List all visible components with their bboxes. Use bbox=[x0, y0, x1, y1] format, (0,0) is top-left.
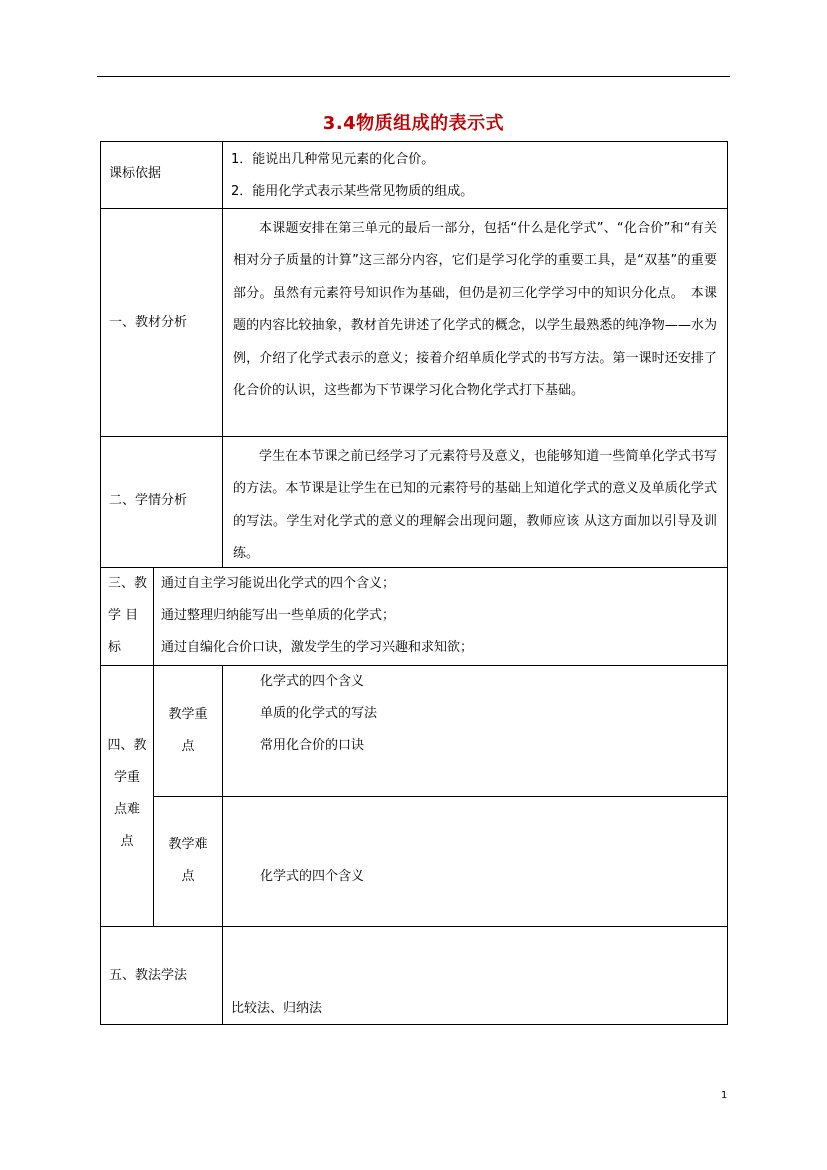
row-content bbox=[222, 796, 728, 926]
list-item: 1．能说出几种常见元素的化合价。 bbox=[231, 152, 435, 167]
sub-label: 点 bbox=[181, 869, 195, 884]
list-item: 单质的化学式的写法 bbox=[260, 706, 378, 721]
paragraph: 本课题安排在第三单元的最后一部分，包括“什么是化学式”、“化合价”和“有关相对分子质量的计算”这三部分内容，它们是学习化学的重要工具，是“双基”的重要部分。虽然有元素符号知识作为基础，但仍是初三化学学习中的知识分化点。 本课题的内容比较抽象，教材首先讲述了化学式的概念，以学生最熟悉的纯净物——水为例，介绍了化学式表示的意义；接着介绍单质化学式的书写方法。第一课时还安排了化合价的认识，这些都为下节课学习化合物化学式打下基础。 bbox=[233, 221, 717, 399]
table-row bbox=[100, 926, 222, 1025]
row-content bbox=[222, 208, 728, 436]
table-row bbox=[100, 436, 222, 567]
list-item: 通过自主学习能说出化学式的四个含义； bbox=[161, 576, 396, 591]
page-number: 1 bbox=[721, 1090, 728, 1101]
row-label: 一、教材分析 bbox=[109, 315, 188, 330]
row-label: 课标依据 bbox=[109, 166, 162, 181]
sub-label: 点 bbox=[181, 739, 195, 754]
table-row bbox=[100, 665, 153, 926]
row-label: 点难 bbox=[113, 802, 140, 817]
row-content bbox=[222, 926, 728, 1025]
header-rule bbox=[97, 76, 730, 77]
list-item: 通过整理归纳能写出一些单质的化学式； bbox=[161, 608, 396, 623]
list-item: 化学式的四个含义 bbox=[260, 869, 365, 884]
list-item: 通过自编化合价口诀，激发学生的学习兴趣和求知欲； bbox=[161, 640, 474, 655]
table-row bbox=[100, 208, 222, 436]
sub-label: 教学重 bbox=[168, 707, 208, 722]
list-item: 2．能用化学式表示某些常见物质的组成。 bbox=[231, 184, 474, 199]
row-content bbox=[222, 436, 728, 567]
row-label: 二、学情分析 bbox=[109, 493, 188, 508]
sub-label-cell bbox=[153, 665, 222, 796]
methods-value: 比较法、归纳法 bbox=[231, 1001, 323, 1016]
row-label: 标 bbox=[108, 640, 122, 655]
row-content bbox=[222, 141, 728, 208]
paragraph: 学生在本节课之前已经学习了元素符号及意义，也能够知道一些简单化学式书写的方法。本节课是让学生在已知的元素符号的基础上知道化学式的意义及单质化学式的写法。学生对化学式的意义的理解会出现问题，教师应该 从这方面加以引导及训练。 bbox=[233, 449, 717, 562]
sub-label: 教学难 bbox=[168, 837, 208, 852]
sub-label-cell bbox=[153, 796, 222, 926]
row-label: 三、教 bbox=[108, 576, 148, 591]
row-label: 学 目 bbox=[108, 608, 139, 623]
list-item: 常用化合价的口诀 bbox=[260, 738, 365, 753]
row-content bbox=[153, 567, 728, 665]
table-row bbox=[100, 567, 153, 665]
row-label: 学重 bbox=[113, 770, 140, 785]
row-label: 五、教法学法 bbox=[109, 968, 188, 983]
row-label: 点 bbox=[120, 834, 134, 849]
list-item: 化学式的四个含义 bbox=[260, 674, 365, 689]
table-row bbox=[100, 141, 222, 208]
row-label: 四、教 bbox=[107, 738, 147, 753]
row-content bbox=[222, 665, 728, 796]
page-title: 3.4物质组成的表示式 bbox=[322, 113, 505, 134]
